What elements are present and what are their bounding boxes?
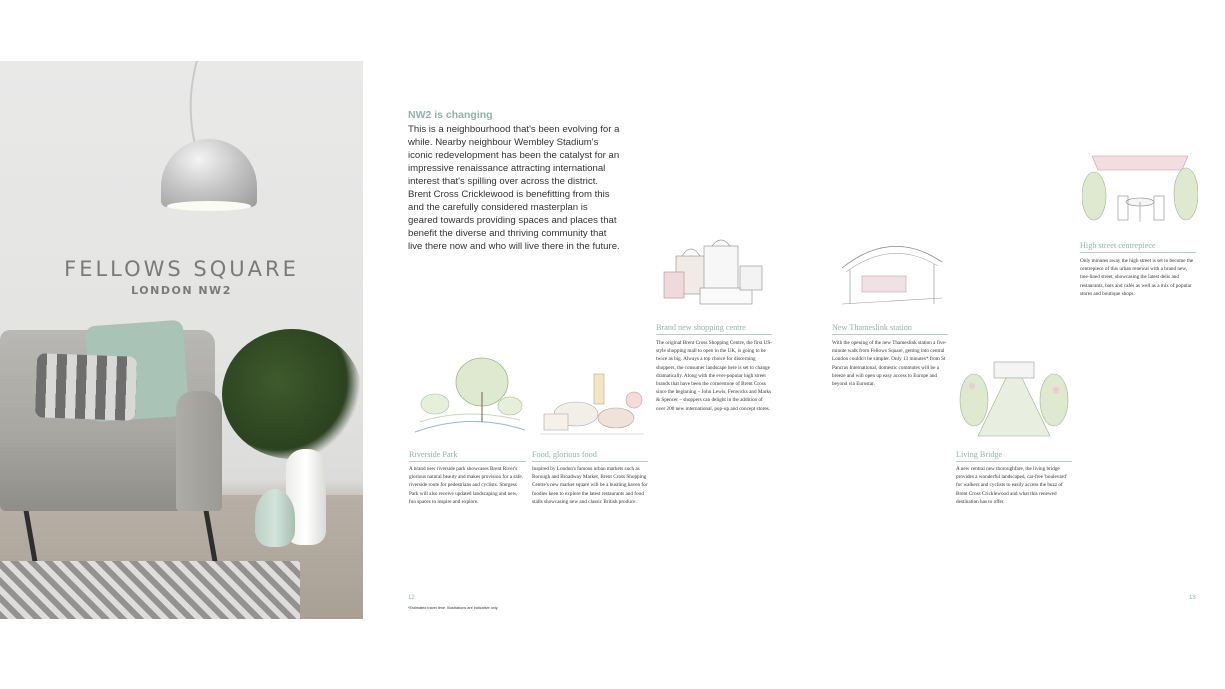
brand-subtitle: LONDON NW2 <box>131 284 232 297</box>
section-title-thameslink: New Thameslink station <box>832 323 948 335</box>
patterned-cushion <box>35 353 137 420</box>
food-market-sketch-icon <box>536 370 648 440</box>
footnote: *Estimated travel time. Illustrations are indicative only. <box>408 606 499 610</box>
tree-river-sketch-icon <box>410 352 528 440</box>
page-number-right: 13 <box>1189 595 1196 601</box>
section-body-living-bridge: A new central new thoroughfare, the living bridge provides a wonderful landscaped, car-free 'boulevard' for walkers and cyclists to easily access the buzz of Brent Cross Cricklewood and what this renewed destination has to offer. <box>956 466 1067 505</box>
section-title-shopping: Brand new shopping centre <box>656 323 772 335</box>
section-body-shopping: The original Brent Cross Shopping Centre, the first US-style shopping mall to open in the UK, is going to be twice as big. Always a top choice for discerning shoppers, the consumer landscape here is set to change dramatically. Along with the ever-popular high street brands that have been the cornerstone of Brent Cross since the beginning – John Lewis, Fenwicks and Marks & Spencer – shoppers can delight in the addition of over 200 new international, pop-up and concept stores. <box>656 340 772 412</box>
shopping-bags-sketch-icon <box>656 236 772 312</box>
patterned-rug <box>0 561 300 619</box>
section-title-high-street: High street centrepiece <box>1080 241 1196 253</box>
section-title-food: Food, glorious food <box>532 450 648 462</box>
intro-body: This is a neighbourhood that's been evolving for a while. Nearby neighbour Wembley Stadium's iconic redevelopment has been the catalyst for an impressive renaissance attracting international interest that's spilling over across the district. Brent Cross Cricklewood is benefitting from this and the carefully considered masterplan is geared towards providing spaces and places that benefit the diverse and thriving community that live there now and who will live there in the future. <box>408 124 620 252</box>
sofa-arm <box>176 391 222 511</box>
page-number-left: 12 <box>408 595 415 601</box>
section-body-thameslink: With the opening of the new Thameslink station a five-minute walk from Fellows Square, getting into central London couldn't be simpler. Only 13 minutes* from St Pancras International, domestic commutes will be a breeze and will open up easy access to Europe and beyond via Eurostar. <box>832 340 947 388</box>
section-body-food: Inspired by London's famous urban markets such as Borough and Broadway Market, Brent Cross Shopping Centre's new market square will be a bustling haven for foodies keen to explore the latest restaurants and food stalls showcasing new and classic British produce. <box>532 466 648 505</box>
cover-photo <box>0 61 363 619</box>
sofa-seat <box>0 439 200 511</box>
plant-icon <box>222 329 362 459</box>
section-body-riverside: A brand new riverside park showcases Brent River's glorious natural beauty and makes provision for a safe, riverside route for pedestrians and cyclists. Sturgess Park will also receive updated landscaping and new, fun spaces to inspire and explore. <box>409 466 523 505</box>
cafe-street-sketch-icon <box>1082 146 1198 232</box>
section-title-riverside: Riverside Park <box>409 450 526 462</box>
brand-title: FELLOWS SQUARE <box>64 257 299 281</box>
section-title-living-bridge: Living Bridge <box>956 450 1072 462</box>
bridge-sketch-icon <box>958 356 1070 440</box>
train-station-sketch-icon <box>836 232 948 312</box>
section-body-high-street: Only minutes away the high street is set to become the centrepiece of this urban renewal with a brand new, tree-lined street, showcasing the latest delis and restaurants, bars and cafés as well as a mix of popular stores and boutique shops. <box>1080 258 1194 297</box>
small-vase <box>255 489 295 547</box>
intro-heading: NW2 is changing <box>408 109 493 121</box>
